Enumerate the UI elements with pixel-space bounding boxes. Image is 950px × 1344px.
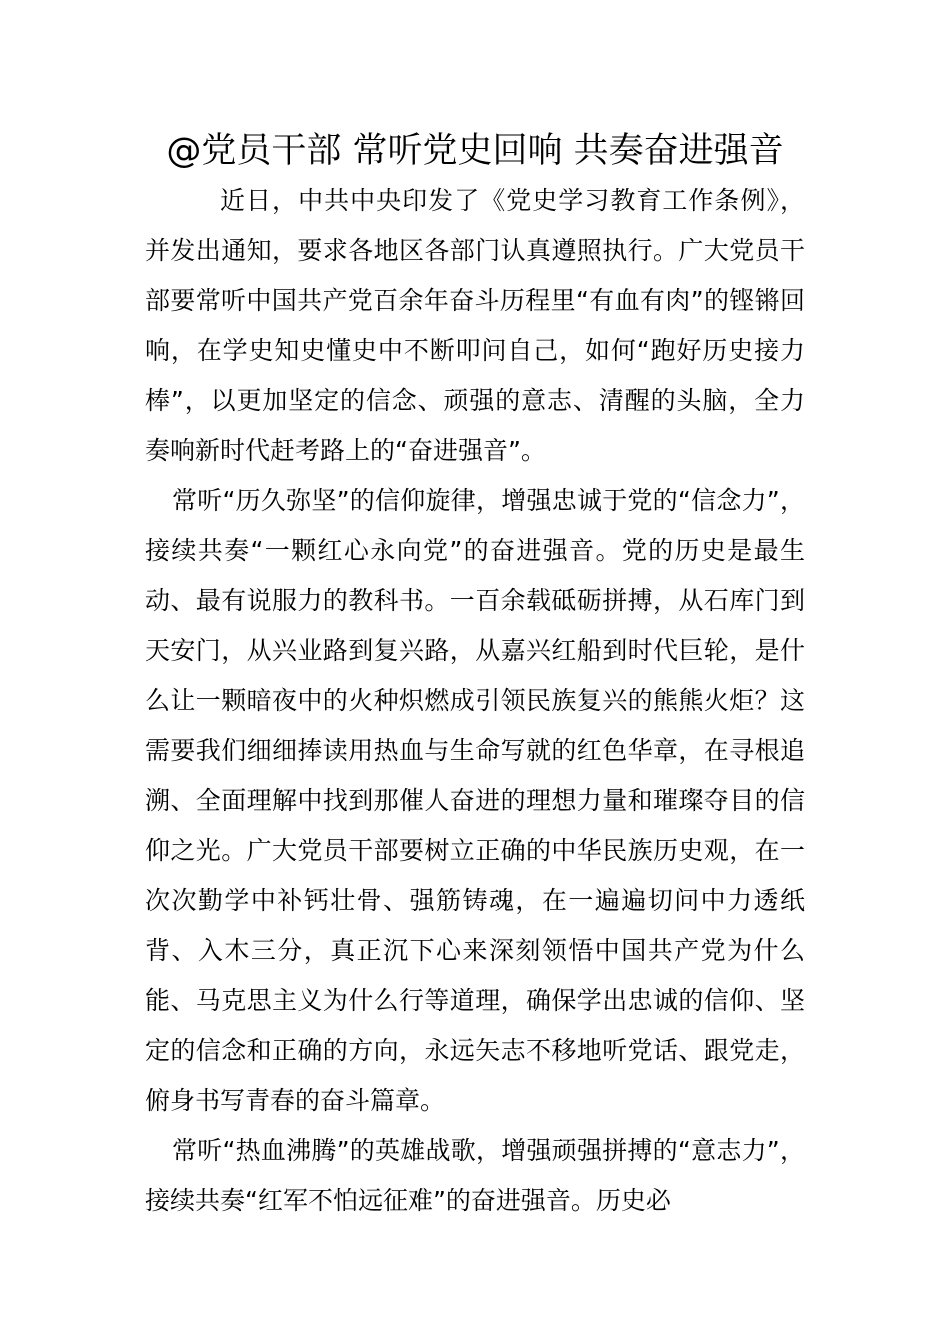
paragraph-intro: 近日，中共中央印发了《党史学习教育工作条例》，并发出通知，要求各地区各部门认真遵照执行。广大党员干部要常听中国共产党百余年奋斗历程里“有血有肉”的铿锵回响，在学史知史懂史中不断叩问自己，如何“跑好历史接力棒”，以更加坚定的信念、顽强的意志、清醒的头脑，全力奏响新时代赶考路上的“奋进强音”。	[145, 186, 805, 465]
document-title: @党员干部 常听党史回响 共奏奋进强音	[166, 131, 784, 171]
paragraph-belief: 常听“历久弥坚”的信仰旋律，增强忠诚于党的“信念力”，接续共奏“一颗红心永向党”的奋进强音。党的历史是最生动、最有说服力的教科书。一百余载砥砺拼搏，从石库门到天安门，从兴业路到复兴路，从嘉兴红船到时代巨轮，是什么让一颗暗夜中的火种炽燃成引领民族复兴的熊熊火炬？这需要我们细细捧读用热血与生命写就的红色华章，在寻根追溯、全面理解中找到那催人奋进的理想力量和璀璨夺目的信仰之光。广大党员干部要树立正确的中华民族历史观，在一次次勤学中补钙壮骨、强筋铸魂，在一遍遍切问中力透纸背、入木三分，真正沉下心来深刻领悟中国共产党为什么能、马克思主义为什么行等道理，确保学出忠诚的信仰、坚定的信念和正确的方向，永远矢志不移地听党话、跟党走，俯身书写青春的奋斗篇章。	[145, 486, 805, 1115]
document-body	[145, 176, 805, 1226]
paragraph-will: 常听“热血沸腾”的英雄战歌，增强顽强拼搏的“意志力”，接续共奏“红军不怕远征难”的奋进强音。历史必	[145, 1136, 805, 1215]
